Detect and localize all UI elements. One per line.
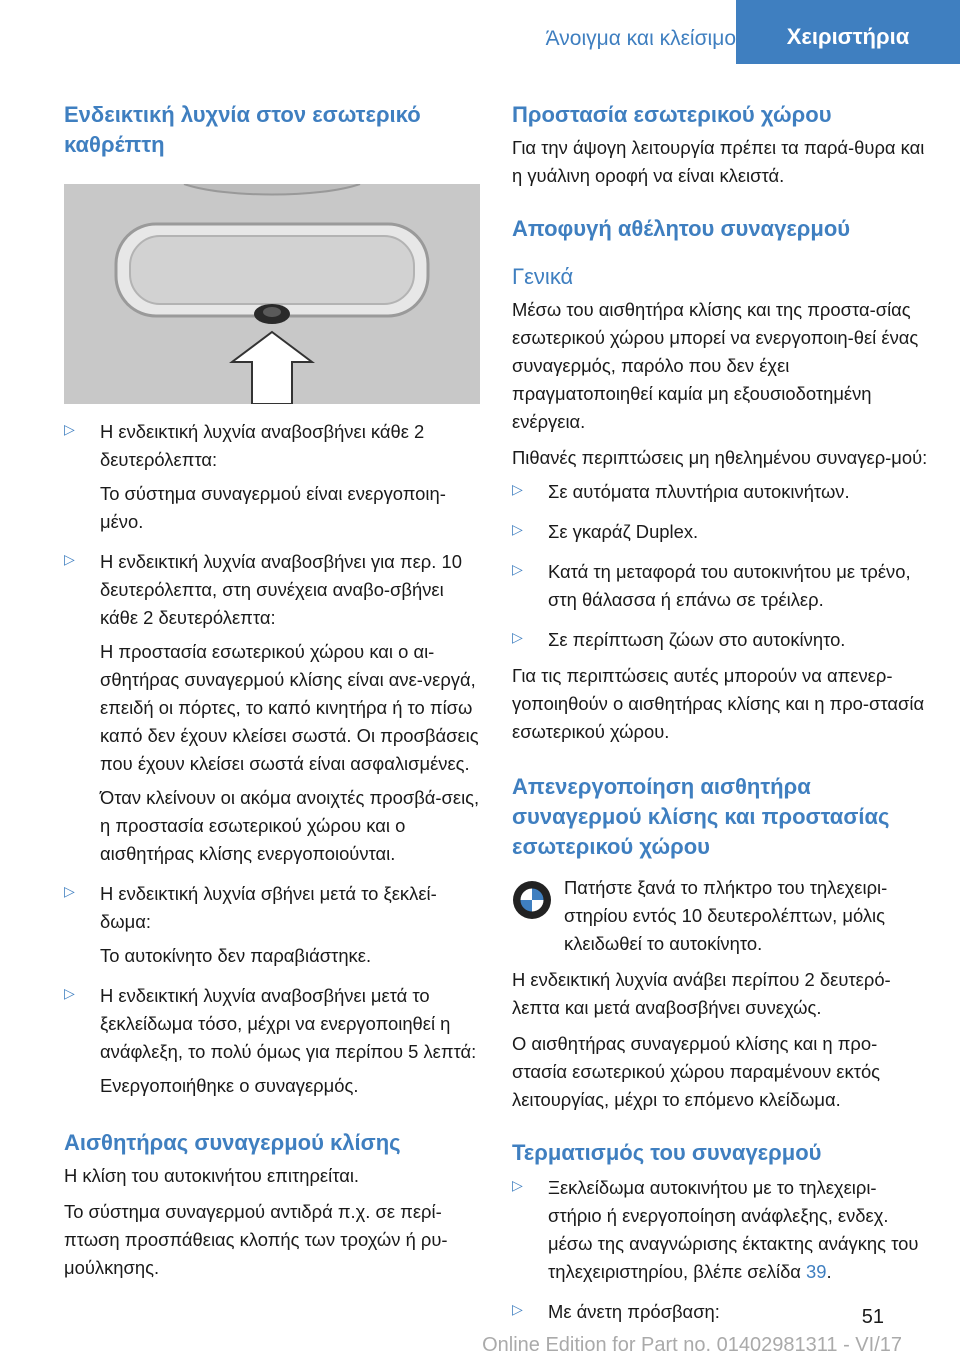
mirror-illustration	[64, 184, 480, 404]
indicator-states-list	[64, 418, 484, 1100]
interior-protection-heading: Προστασία εσωτερικού χώρου	[512, 102, 832, 127]
header-section-title: Άνοιγμα και κλείσιμο	[545, 27, 736, 50]
triangle-bullet-icon: ▷	[512, 1301, 523, 1317]
list-item: ▷ Με άνετη πρόσβαση:	[512, 1301, 720, 1322]
remote-key-instruction	[512, 874, 928, 958]
avoid-false-alarm-heading: Αποφυγή αθέλητου συναγερμού	[512, 216, 851, 241]
bmw-remote-key-icon	[512, 880, 552, 920]
page-footer	[0, 1306, 960, 1362]
general-subheading: Γενικά	[512, 264, 574, 289]
possible-cases-intro: Πιθανές περιπτώσεις μη ηθελημένου συναγερ-μού:	[512, 447, 928, 468]
list-item: ▷ Η ενδεικτική λυχνία αναβοσβήνει κάθε 2 δευτερόλεπτα: Το σύστημα συναγερμού είναι ενεργοποιη-μένο.	[64, 421, 446, 532]
lamp-behaviour-paragraph: Η ενδεικτική λυχνία ανάβει περίπου 2 δευτερό-λεπτα και μετά αναβοσβήνει συνεχώς.	[512, 969, 891, 1018]
list-item: ▷ Κατά τη μεταφορά του αυτοκινήτου με τρένο, στη θάλασσα ή επάνω σε τρέιλερ.	[512, 561, 911, 610]
rear-view-mirror-image	[64, 184, 480, 404]
tilt-paragraph-1: Η κλίση του αυτοκινήτου επιτηρείται.	[64, 1165, 360, 1186]
page-header	[0, 0, 960, 64]
sensors-remain-off-paragraph: Ο αισθητήρας συναγερμού κλίσης και η προ-στασία εσωτερικού χώρου παραμένουν εκτός λειτουργίας, μέχρι το επόμενο κλείδωμα.	[512, 1033, 881, 1110]
triangle-bullet-icon: ▷	[512, 1177, 523, 1193]
tilt-sensor-heading: Αισθητήρας συναγερμού κλίσης	[64, 1130, 401, 1155]
list-item: ▷ Σε αυτόματα πλυντήρια αυτοκινήτων.	[512, 481, 850, 502]
triangle-bullet-icon: ▷	[512, 629, 523, 645]
list-item: ▷ Η ενδεικτική λυχνία σβήνει μετά το ξεκλεί-δωμα: Το αυτοκίνητο δεν παραβιάστηκε.	[64, 883, 437, 966]
right-column	[512, 100, 928, 1326]
page-reference-link[interactable]: 39	[806, 1261, 827, 1282]
triangle-bullet-icon: ▷	[512, 521, 523, 537]
false-alarm-cases-list	[512, 478, 928, 654]
deactivate-sensors-heading: Απενεργοποίηση αισθητήρα συναγερμού κλίσης και προστασίας εσωτερικού χώρου	[512, 774, 890, 859]
edition-note: Online Edition for Part no. 01402981311 - VI/17	[482, 1334, 902, 1356]
list-item: ▷ Ξεκλείδωμα αυτοκινήτου με το τηλεχειρι-στήριο ή ενεργοποίηση ανάφλεξης, ενδεχ. μέσω της αναγνώρισης έκτακτης ανάγκης του τηλεχειριστηρίου, βλέπε σελίδα 39.	[512, 1177, 919, 1282]
end-alarm-heading: Τερματισμός του συναγερμού	[512, 1140, 822, 1165]
general-paragraph: Μέσω του αισθητήρα κλίσης και της προστα-σίας εσωτερικού χώρου μπορεί να ενεργοποιη-θεί ένας συναγερμός, παρόλο που δεν έχει πραγματοποιηθεί καμία μη εξουσιοδοτημένη ενέργεια.	[512, 299, 919, 432]
triangle-bullet-icon: ▷	[64, 551, 75, 567]
press-button-again-paragraph: Πατήστε ξανά το πλήκτρο του τηλεχειρι-στηρίου εντός 10 δευτερολέπτων, μόλις κλειδωθεί το αυτοκίνητο.	[564, 877, 888, 954]
triangle-bullet-icon: ▷	[512, 481, 523, 497]
interior-protection-paragraph: Για την άψογη λειτουργία πρέπει τα παρά-θυρα και η γυάλινη οροφή να είναι κλειστά.	[512, 137, 925, 186]
list-item: ▷ Σε περίπτωση ζώων στο αυτοκίνητο.	[512, 629, 846, 650]
end-alarm-list	[512, 1174, 928, 1326]
triangle-bullet-icon: ▷	[64, 421, 75, 437]
list-item: ▷ Η ενδεικτική λυχνία αναβοσβήνει για περ. 10 δευτερόλεπτα, στη συνέχεια αναβο-σβήνει κάθε 2 δευτερόλεπτα: Η προστασία εσωτερικού χώρου και ο αι-σθητήρας συναγερμού κλίσης είναι ανε-νεργά, επειδή οι πόρτες, το καπό κινητήρα ή το πίσω καπό δεν έχουν κλείσει σωστά. Οι προσβάσεις που έχουν κλείσει σωστά είναι ασφαλισμένες. Όταν κλείνουν οι ακόμα ανοιχτές προσβά-σεις, η προστασία εσωτερικού χώρου και ο αισθητήρας κλίσης ενεργοποιούνται.	[64, 551, 480, 864]
header-chapter-tab: Χειριστήρια	[736, 0, 960, 64]
triangle-bullet-icon: ▷	[64, 985, 75, 1001]
mirror-indicator-heading: Ενδεικτική λυχνία στον εσωτερικό καθρέπτη	[64, 102, 421, 157]
list-item: ▷ Σε γκαράζ Duplex.	[512, 521, 699, 542]
page-number: 51	[861, 1306, 884, 1328]
triangle-bullet-icon: ▷	[64, 883, 75, 899]
tilt-paragraph-2: Το σύστημα συναγερμού αντιδρά π.χ. σε περί-πτωση προσπάθειας κλοπής των τροχών ή ρυ-μούλκησης.	[64, 1201, 448, 1278]
list-item: ▷ Η ενδεικτική λυχνία αναβοσβήνει μετά το ξεκλείδωμα τόσο, μέχρι να ενεργοποιηθεί η ανάφλεξη, το πολύ όμως για περίπου 5 λεπτά: Ενεργοποιήθηκε ο συναγερμός.	[64, 985, 477, 1096]
triangle-bullet-icon: ▷	[512, 561, 523, 577]
deactivation-possible-paragraph: Για τις περιπτώσεις αυτές μπορούν να απενερ-γοποιηθούν ο αισθητήρας κλίσης και η προ-στασία εσωτερικού χώρου.	[512, 665, 925, 742]
left-column	[64, 100, 484, 1282]
